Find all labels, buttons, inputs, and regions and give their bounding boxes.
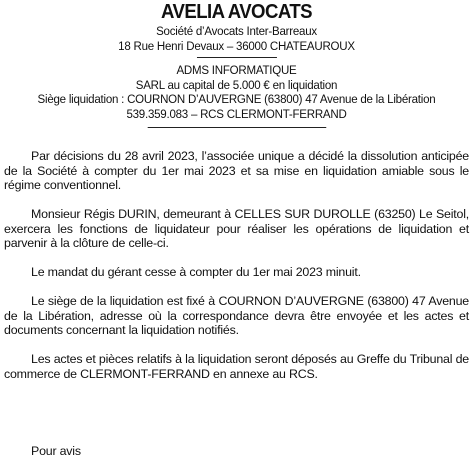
company-divider bbox=[147, 127, 326, 128]
paragraph-mandate: Le mandat du gérant cesse à compter du 1er mai 2023 minuit. bbox=[31, 265, 361, 279]
header-divider bbox=[197, 57, 277, 58]
paragraph-liquidator: Monsieur Régis DURIN, demeurant à CELLES SUR DUROLLE (63250) Le Seitol, exercera les fonctions de liquidateur pour réaliser les opérations de liquidation et parvenir à la clôture de celle-ci. bbox=[4, 207, 469, 250]
firm-address: 18 Rue Henri Devaux – 36000 CHATEAUROUX bbox=[118, 38, 355, 53]
paragraph-dissolution: Par décisions du 28 avril 2023, l’associée unique a décidé la dissolution anticipée de la Société à compter du 1er mai 2023 et sa mise en liquidation amiable sous le régime conventionnel. bbox=[4, 149, 469, 192]
paragraph-filing: Les actes et pièces relatifs à la liquidation seront déposés au Greffe du Tribunal de commerce de CLERMONT-FERRAND en annexe au RCS. bbox=[4, 352, 469, 381]
notice-body bbox=[4, 149, 469, 396]
signoff: Pour avis bbox=[31, 444, 81, 458]
company-liquidation-seat: Siège liquidation : COURNON D’AUVERGNE (63800) 47 Avenue de la Libération bbox=[37, 92, 436, 106]
firm-description: Société d’Avocats Inter-Barreaux bbox=[156, 24, 317, 38]
company-name: ADMS INFORMATIQUE bbox=[176, 63, 297, 77]
notice-header bbox=[17, 2, 457, 128]
paragraph-liquidation-seat: Le siège de la liquidation est fixé à COURNON D’AUVERGNE (63800) 47 Avenue de la Libération, adresse où la correspondance devra être envoyée et les actes et documents concernant la liquidation notifiés. bbox=[4, 294, 469, 337]
company-registration: 539.359.083 – RCS CLERMONT-FERRAND bbox=[126, 106, 347, 121]
firm-name: AVELIA AVOCATS bbox=[161, 1, 312, 23]
company-capital: SARL au capital de 5.000 € en liquidation bbox=[135, 77, 338, 92]
